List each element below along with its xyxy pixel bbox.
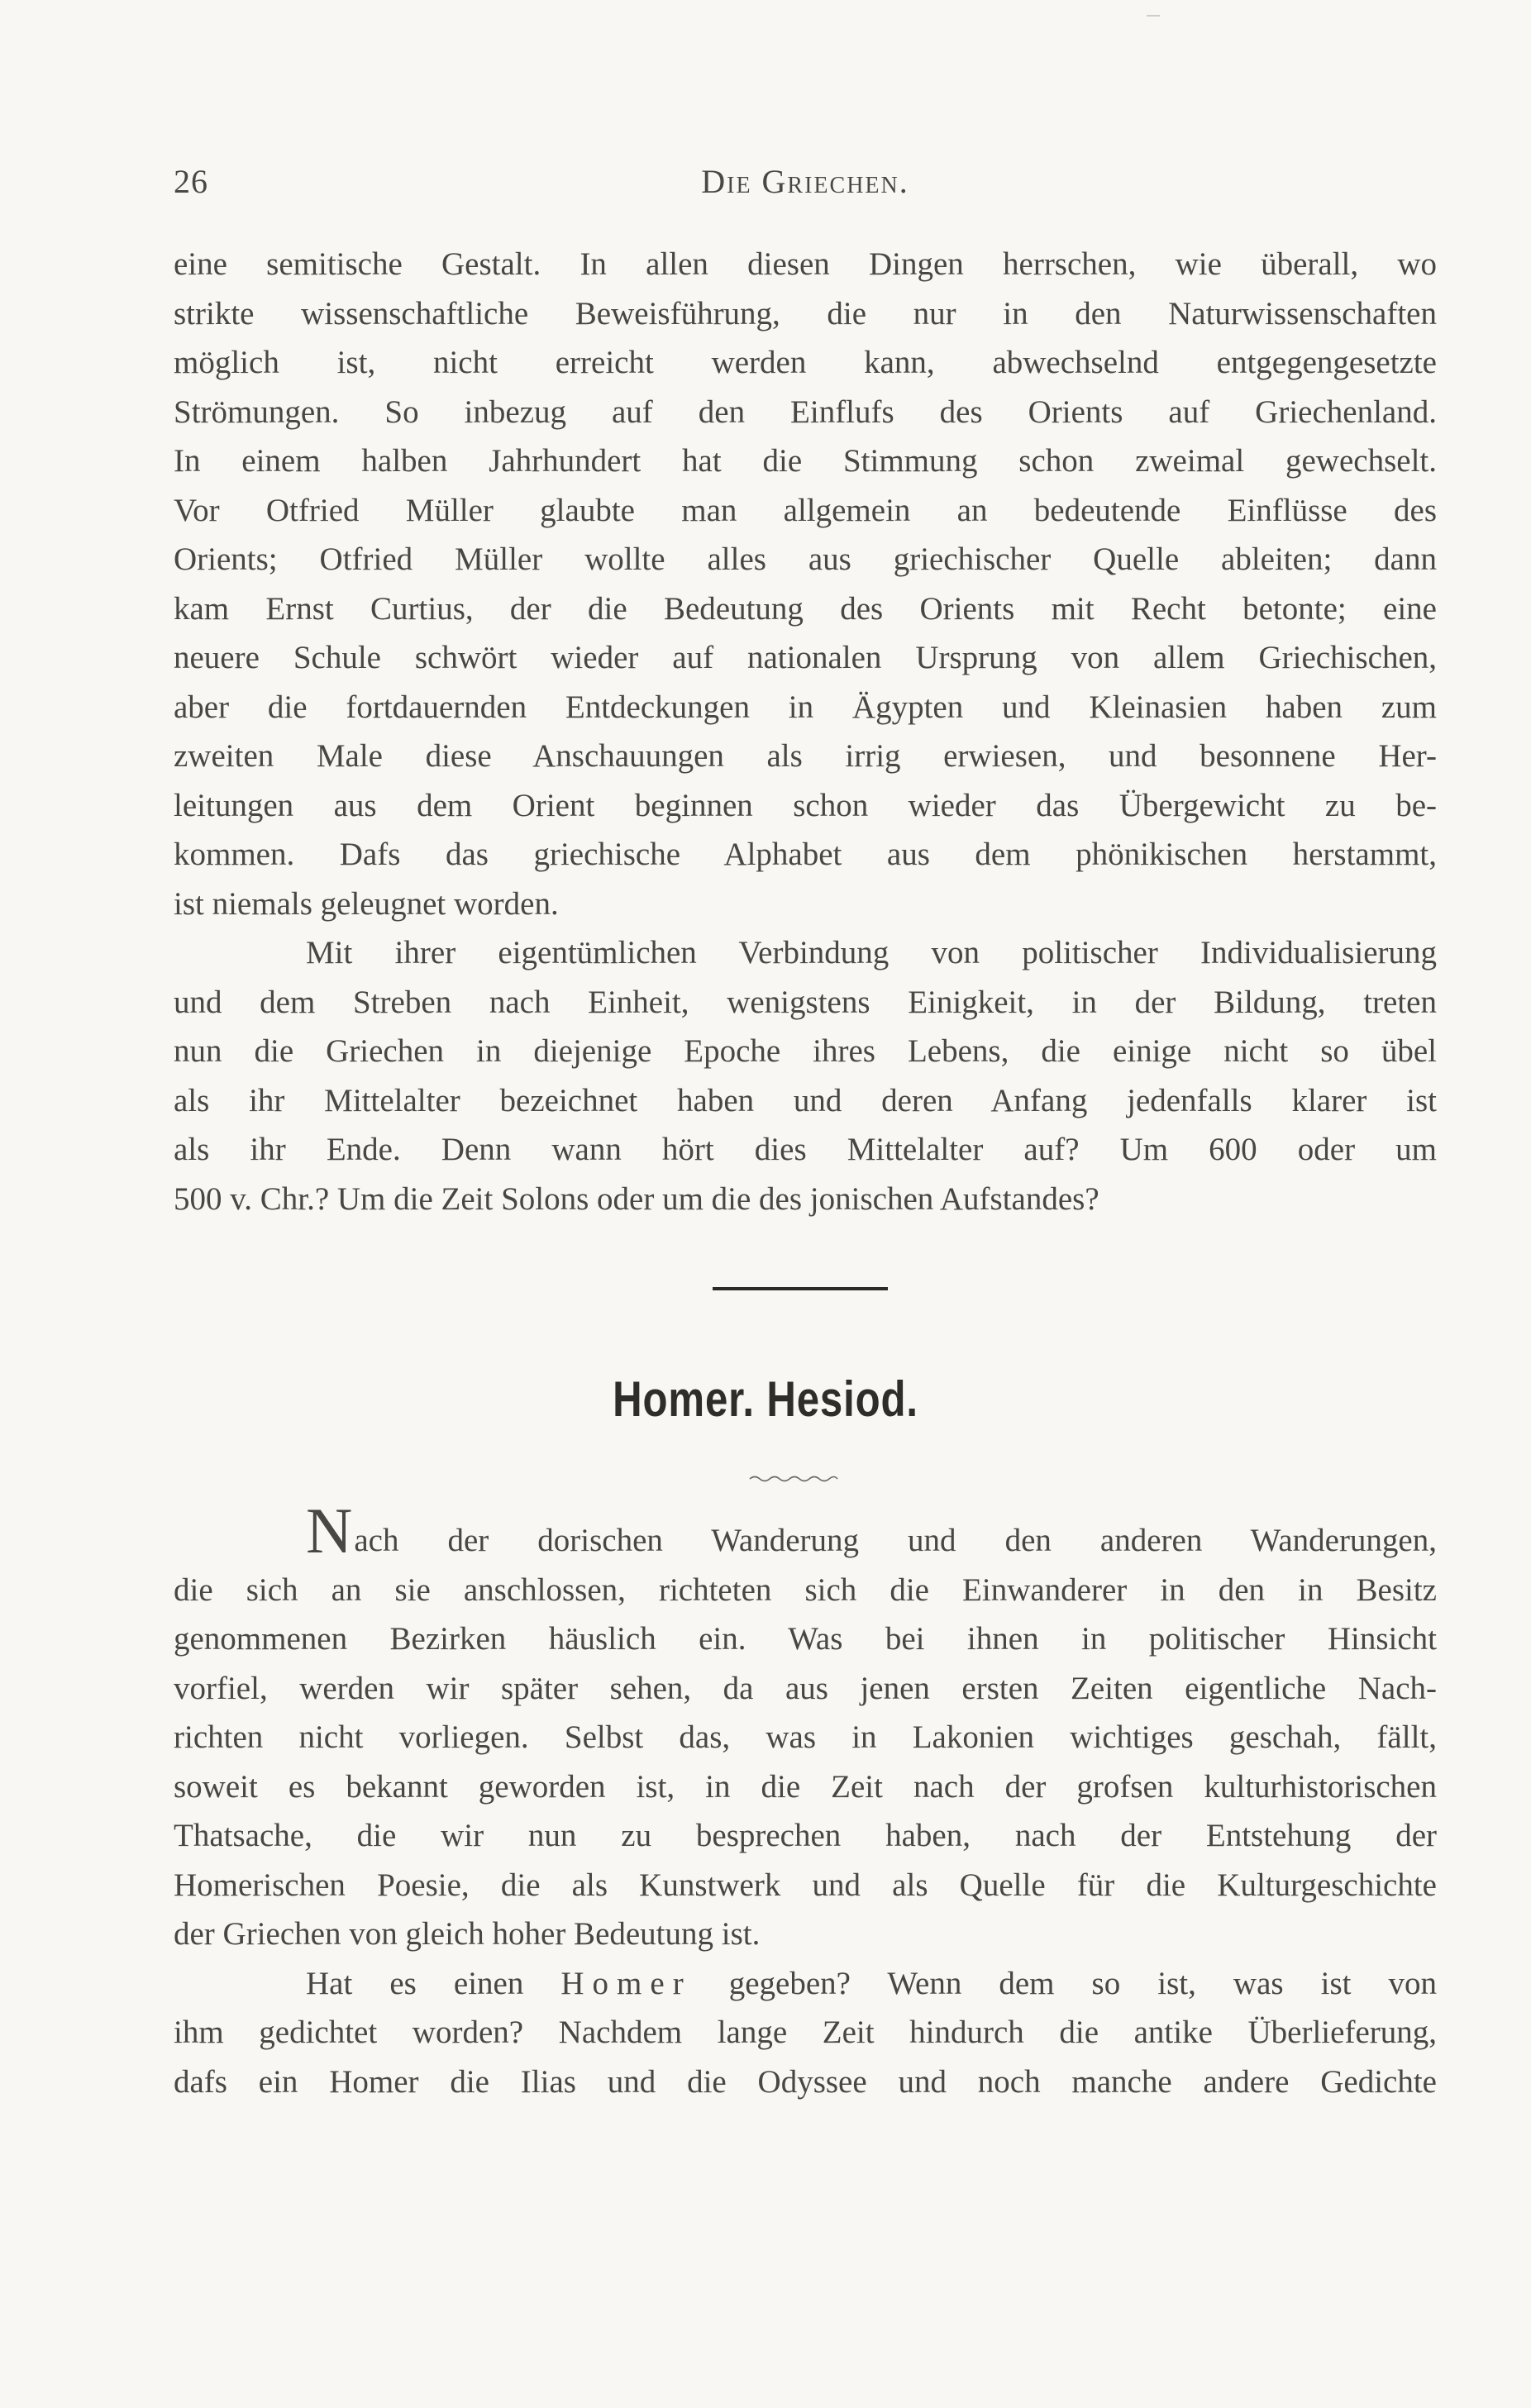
text-line: möglich ist, nicht erreicht werden kann, abwechselnd entgegengesetzte [174,345,1437,380]
para4-start: Hat es einen [306,1965,524,2001]
text-line-first [174,1495,1437,1566]
text-line: soweit es bekannt geworden ist, in die Zeit nach der grofsen kulturhistorischen [174,1768,1437,1805]
text-line: Thatsache, die wir nun zu besprechen haben, nach der Entstehung der [174,1818,1437,1853]
running-title: Die Griechen. [701,163,909,200]
text-line: vorfiel, werden wir später sehen, da aus jenen ersten Zeiten eigentliche Nach- [174,1670,1437,1706]
text-line: strikte wissenschaftliche Beweisführung, die nur in den Naturwissenschaften [174,295,1437,331]
text-line: aber die fortdauernden Entdeckungen in Ägypten und Kleinasien haben zum [174,689,1437,725]
text-line: Vor Otfried Müller glaubte man allgemein an bedeutende Einflüsse des [174,492,1437,528]
drop-cap: N [306,1495,353,1566]
text-line: eine semitische Gestalt. In allen diesen Dingen herrschen, wie überall, wo [174,246,1437,282]
page-edge-mark [1147,15,1160,17]
text-line-first [174,1959,1437,2009]
text-line: und dem Streben nach Einheit, wenigstens Einigkeit, in der Bildung, treten [174,984,1437,1020]
text-line: In einem halben Jahrhundert hat die Stimmung schon zweimal gewechselt. [174,443,1437,479]
text-line: die sich an sie anschlossen, richteten sich die Einwanderer in den in Besitz [174,1571,1437,1608]
homer-spaced: Homer [560,1965,692,2001]
paragraph-2 [174,928,1437,1223]
text-line: als ihr Mittelalter bezeichnet haben und deren Anfang jedenfalls klarer ist [174,1082,1437,1118]
text-line: richten nicht vorliegen. Selbst das, was in Lakonien wichtiges geschah, fällt, [174,1719,1437,1755]
text-line: kommen. Dafs das griechische Alphabet aus dem phönikischen herstammt, [174,837,1437,872]
text-line: kam Ernst Curtius, der die Bedeutung des Orients mit Recht betonte; eine [174,590,1437,627]
text-line: nun die Griechen in diejenige Epoche ihres Lebens, die einige nicht so übel [174,1033,1437,1069]
running-header [174,162,1437,212]
text-line: genommenen Bezirken häuslich ein. Was bei ihnen in politischer Hinsicht [174,1621,1437,1657]
section-divider-rule [713,1287,888,1290]
text-line: leitungen aus dem Orient beginnen schon wieder das Übergewicht zu be- [174,787,1437,823]
page-number: 26 [174,163,208,200]
text-line: Orients; Otfried Müller wollte alles aus griechischer Quelle ableiten; dann [174,541,1437,577]
text-line: 500 v. Chr.? Um die Zeit Solons oder um die des jonischen Aufstandes? [174,1180,1099,1217]
paragraph-4 [174,1959,1437,2107]
text-line: als ihr Ende. Denn wann hört dies Mittelalter auf? Um 600 oder um [174,1132,1437,1167]
paragraph-1 [174,240,1437,928]
para4-first-rest: gegeben? Wenn dem so ist, was ist von [728,1965,1437,2001]
text-line: Mit ihrer eigentümlichen Verbindung von politischer Individualisierung [306,935,1437,970]
section-1-text [174,240,1437,1223]
text-line: der Griechen von gleich hoher Bedeutung ist. [174,1916,761,1952]
text-line: ist niemals geleugnet worden. [174,885,559,922]
first-line-text: ach der dorischen Wanderung und den anderen Wanderungen, [354,1523,1437,1558]
paragraph-3 [174,1495,1437,1959]
text-line: Homerischen Poesie, die als Kunstwerk und als Quelle für die Kulturgeschichte [174,1867,1437,1903]
section-title: Homer. Hesiod. [613,1371,918,1427]
text-line: Strömungen. So inbezug auf den Einflufs des Orients auf Griechenland. [174,393,1437,430]
text-line: dafs ein Homer die Ilias und die Odyssee und noch manche andere Gedichte [174,2063,1437,2100]
text-line: zweiten Male diese Anschauungen als irrig erwiesen, und besonnene Her- [174,738,1437,774]
text-line: neuere Schule schwört wieder auf nationalen Ursprung von allem Griechischen, [174,640,1437,675]
text-line: ihm gedichtet worden? Nachdem lange Zeit hindurch die antike Überlieferung, [174,2015,1437,2050]
section-2-text [174,1495,1437,2106]
wave-ornament-icon [748,1473,839,1485]
